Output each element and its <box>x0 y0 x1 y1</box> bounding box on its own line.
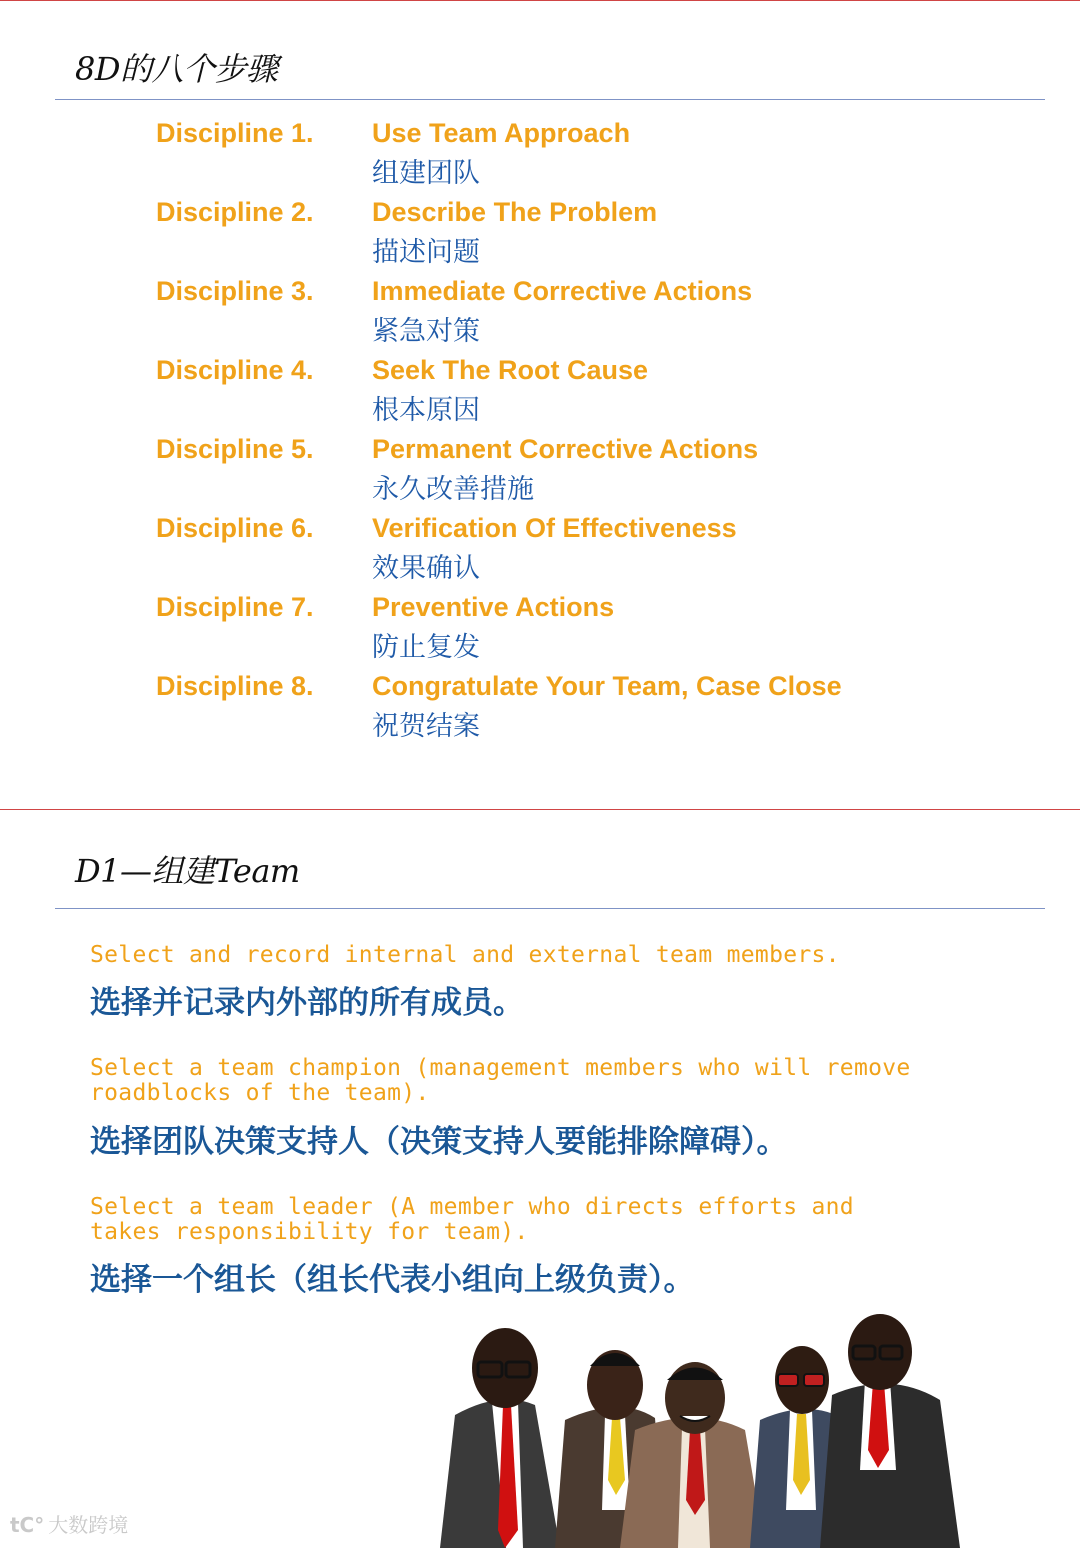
slide2-title-underline <box>55 908 1045 909</box>
discipline-name-zh: 效果确认 <box>372 553 480 584</box>
discipline-row <box>0 118 1080 198</box>
discipline-number: Discipline 3. <box>156 276 314 306</box>
discipline-row <box>0 197 1080 277</box>
discipline-name-zh: 祝贺结案 <box>372 711 480 742</box>
discipline-row <box>0 355 1080 435</box>
discipline-name-en: Immediate Corrective Actions <box>372 276 753 306</box>
discipline-name-zh: 描述问题 <box>372 237 480 268</box>
discipline-name-en: Preventive Actions <box>372 592 615 622</box>
discipline-name-zh: 防止复发 <box>372 632 480 663</box>
bullet-text-en: Select and record internal and external team members. <box>90 942 840 968</box>
discipline-name-en: Seek The Root Cause <box>372 355 649 385</box>
discipline-number: Discipline 8. <box>156 671 314 701</box>
discipline-row <box>0 592 1080 672</box>
bullet-text-zh: 选择一个组长（组长代表小组向上级负责）。 <box>90 1262 695 1298</box>
bullet-text-en: Select a team leader (A member who directs efforts and takes responsibility for team). <box>90 1194 854 1245</box>
discipline-row <box>0 434 1080 514</box>
discipline-name-en: Permanent Corrective Actions <box>372 434 759 464</box>
discipline-number: Discipline 5. <box>156 434 314 464</box>
discipline-row <box>0 671 1080 751</box>
bullet-text-zh: 选择团队决策支持人（决策支持人要能排除障碍）。 <box>90 1124 788 1160</box>
discipline-name-en: Describe The Problem <box>372 197 658 227</box>
discipline-name-en: Congratulate Your Team, Case Close <box>372 671 842 701</box>
businessman-figure <box>820 1314 960 1548</box>
discipline-number: Discipline 1. <box>156 118 314 148</box>
businessman-figure <box>440 1328 560 1548</box>
watermark-logo <box>10 1512 128 1538</box>
slide1-top-rule <box>0 0 1080 1</box>
discipline-row <box>0 513 1080 593</box>
discipline-number: Discipline 7. <box>156 592 314 622</box>
discipline-name-zh: 根本原因 <box>372 395 480 426</box>
bullet-text-zh: 选择并记录内外部的所有成员。 <box>90 985 524 1021</box>
bullet-text-en: Select a team champion (management members who will remove roadblocks of the team). <box>90 1055 911 1106</box>
watermark-text: 大数跨境 <box>48 1513 129 1537</box>
discipline-number: Discipline 6. <box>156 513 314 543</box>
discipline-number: Discipline 4. <box>156 355 314 385</box>
logo-mark-icon: tC° <box>10 1513 45 1537</box>
discipline-name-en: Use Team Approach <box>372 118 631 148</box>
discipline-name-en: Verification Of Effectiveness <box>372 513 737 543</box>
slide2-title: D1—组建Team <box>75 852 300 890</box>
discipline-number: Discipline 2. <box>156 197 314 227</box>
discipline-name-zh: 紧急对策 <box>372 316 480 347</box>
slide2-top-rule <box>0 809 1080 810</box>
slide1-title-underline <box>55 99 1045 100</box>
discipline-name-zh: 永久改善措施 <box>372 474 534 505</box>
discipline-name-zh: 组建团队 <box>372 158 480 189</box>
team-illustration <box>420 1310 980 1548</box>
slide1-title: 8D的八个步骤 <box>75 50 278 88</box>
discipline-row <box>0 276 1080 356</box>
